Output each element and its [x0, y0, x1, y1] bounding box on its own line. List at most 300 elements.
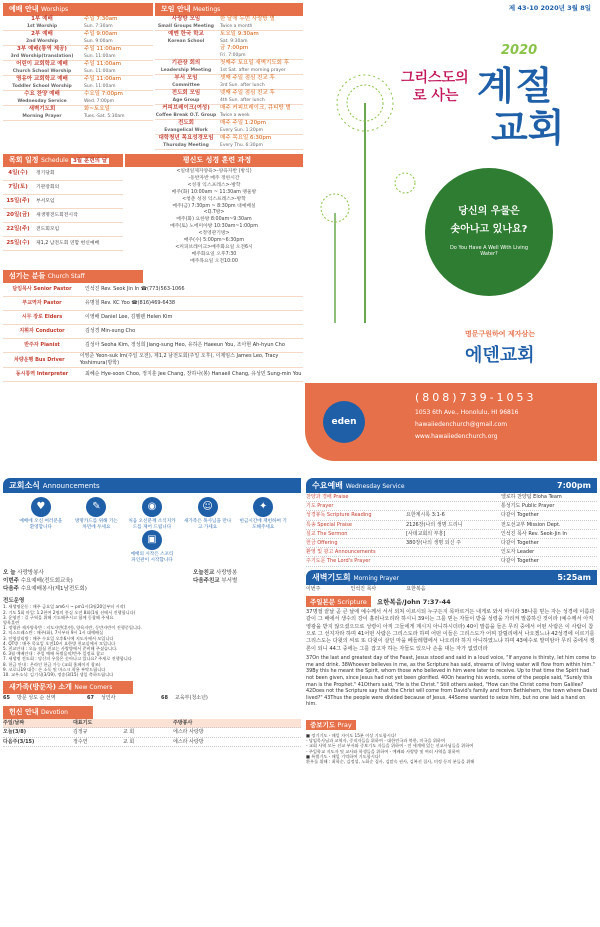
- schedule-row: [3, 181, 123, 195]
- worship-time-ko: 수요일 7:00pm: [84, 91, 123, 97]
- staff-role: 시무 장로 Elders: [21, 314, 63, 321]
- devotion-day: 오늘(3/8): [3, 729, 27, 736]
- meeting-time-ko: 첫째주 토요일 새벽기도회 후: [220, 60, 290, 66]
- wednesday-item: 특송 Special Praise: [306, 521, 352, 528]
- duty-table: [3, 569, 301, 593]
- devotion-header-cell: 대표기도: [73, 720, 93, 727]
- schedule-row: [3, 237, 123, 251]
- title-main-1: 계절: [477, 64, 555, 108]
- notice-line: 9. 코로나19 대응: 손 소독 및 마스크 착용 부탁드립니다: [3, 666, 106, 672]
- notices-heading: 전도운영: [3, 598, 25, 605]
- worship-name-ko: 2부 예배: [31, 31, 53, 37]
- newcomers-header: [3, 681, 133, 694]
- schedule-row: [3, 209, 123, 223]
- schedule-text: 부서모임: [36, 199, 55, 204]
- announcements-title: 교회소식: [9, 481, 40, 490]
- meeting-row: [155, 16, 303, 31]
- worship-name-en: 2nd Worship: [26, 39, 58, 44]
- meeting-name-ko: 대학청년 목요성경모임: [158, 135, 214, 141]
- wednesday-row: [306, 539, 597, 548]
- morning-this-week: 이번주: [306, 585, 321, 592]
- training-line: <일대일제자양육>-양육자반 (방식): [176, 169, 252, 174]
- meeting-name-ko: 예멘 한국 학교: [168, 31, 204, 37]
- meeting-name-en: Leadership Meeting: [160, 68, 212, 73]
- notice-list: [3, 604, 301, 677]
- newcomer-desc-3: 교육부(청소년): [175, 695, 208, 702]
- prayer-line: 환우를 위해 : 최학순, 김정섭, 노화순 집사, 김말숙 권사, 김복선 집사, 미정 등의 분들을 위해: [306, 759, 475, 765]
- staff-row: [3, 297, 303, 311]
- wednesday-item: 찬양과 경배 Praise: [306, 494, 349, 500]
- schedule-date: 25일(수): [6, 240, 30, 246]
- wednesday-detail: [406, 548, 501, 556]
- announcement-icon: ♥: [31, 497, 51, 517]
- meeting-time: [217, 135, 271, 149]
- devotion-kitchen: 에스라 사랑방: [173, 729, 204, 736]
- worship-time-ko: 화~토요일: [84, 106, 110, 112]
- training-line: <Q.T방>: [203, 210, 225, 216]
- meeting-row: [155, 31, 303, 60]
- announcements-title-en: Announcements: [42, 482, 100, 490]
- devotion-header-cell: 주일/날짜: [3, 720, 25, 727]
- worship-title-en: Worships: [40, 6, 69, 13]
- worship-time-ko: 주일 11:00am: [84, 76, 121, 82]
- wednesday-row: [306, 548, 597, 557]
- year-label: 2020: [501, 43, 538, 58]
- worship-name-en: Wednesday Service: [17, 99, 67, 104]
- meeting-name-ko: 전도회 모임: [171, 90, 201, 96]
- devotion-title-en: Devotion: [40, 709, 68, 717]
- meeting-name-en: Thursday Meeting: [163, 143, 209, 148]
- tagline: 명문구원하여 제자삼는: [465, 330, 536, 338]
- staff-name: 이영준 Yeon-suk Im(주일 오전), 제1,2 남전도회(주일 오후), 이제임스 James Leo, Tracy Yoshimura(방학): [79, 352, 279, 366]
- staff-title-en: Church Staff: [47, 272, 85, 280]
- meeting-time: [217, 90, 275, 104]
- meeting-name: [155, 135, 217, 149]
- wednesday-row: [306, 493, 597, 502]
- announcement-text: 방명카드를 위해 기는 차먼에 두세요: [74, 519, 118, 530]
- meeting-row: [155, 120, 303, 135]
- training-line: 매주(토) 노에미아방 10:30am~1:00pm: [170, 224, 258, 230]
- bubble-line-1: 당신의 우물은: [458, 206, 520, 217]
- schedule-title-en: Schedule: [40, 157, 69, 164]
- training-line: 매주목요일 오전10:00: [190, 258, 238, 264]
- schedule-date: 4일(수): [8, 170, 28, 176]
- meeting-time-en: 1st Sat. after morning prayer: [220, 68, 286, 73]
- meeting-name-en: Committee: [172, 83, 200, 88]
- announcement-item: [128, 497, 176, 530]
- wednesday-person: 통성기도 Public Prayer: [501, 503, 555, 510]
- schedule-date: 7일(토): [8, 184, 28, 190]
- training-line: <정영관기방>: [198, 231, 230, 237]
- prayer-title: 중보기도: [310, 721, 336, 730]
- worship-name: [3, 16, 81, 30]
- newcomer-num-3: 68: [161, 695, 168, 702]
- newcomers-section: [3, 681, 301, 703]
- schedule-header: [3, 154, 123, 167]
- devotion-prayer: 정수연: [73, 738, 88, 745]
- schedule-row: [3, 195, 123, 209]
- prayer-header: [306, 720, 356, 730]
- meeting-time-ko: 매주 목요일 6:30pm: [220, 135, 272, 141]
- worship-time-en: Wed. 7:00pm: [84, 99, 115, 104]
- meeting-name-en: Evangelical Work: [164, 128, 208, 133]
- announcement-text: 처음 오신분께 소식지카드를 제어 드립니다: [128, 519, 176, 530]
- eden-logo: eden: [323, 401, 365, 443]
- worship-name: [3, 31, 81, 45]
- staff-section: [3, 270, 303, 382]
- notice-line: 3. 운영진 : 길 구역을 위해 기도해주시고 함께 동참해 주세요: [3, 614, 114, 620]
- schedule-text: 새생명전도회전시작: [36, 213, 78, 218]
- meetings-header: [155, 3, 303, 16]
- meeting-time: [217, 105, 291, 119]
- devotion-day: 다음주(3/15): [3, 738, 35, 745]
- meeting-time-en: Every Sun. 1:20pm: [220, 128, 263, 133]
- meeting-time: [217, 60, 289, 74]
- notice-line: 1. 새생명운동 : 매주 금요일 am6시 ~ pm1시(3월20일부터 시작): [3, 604, 126, 610]
- schedule-text: 정기당회: [36, 171, 55, 176]
- wednesday-detail: [406, 502, 501, 510]
- devotion-header-cell: 주방봉사: [173, 720, 193, 727]
- meeting-time-en: Twice a week: [220, 113, 250, 118]
- training-line: 매주(화) 요한방 8:00am~9:30am: [176, 217, 252, 223]
- morning-row: [306, 585, 597, 593]
- meeting-name: [155, 75, 217, 89]
- announcement-icon: ▣: [142, 530, 162, 550]
- worship-name: [3, 106, 81, 120]
- announcement-icon: ◉: [142, 497, 162, 517]
- duty-value-thisweek: 수요예배(전도회교육): [20, 578, 73, 585]
- wednesday-person: 인석진 목사 Rev. Seok-Jin In: [501, 530, 567, 537]
- prayer-title-en: Pray: [337, 721, 352, 730]
- notice-line: 2. 익스프레스반 : 매주(화), 7시부터 9시 1시 대예배실: [3, 630, 104, 636]
- notice-line: 4. QT방 : 매주 목요일 오전10시 요한방 친교실에서 모입니다: [3, 640, 116, 646]
- devotion-place: 교 회: [123, 729, 135, 736]
- meeting-name-en: Coffee Break O.T. Group: [155, 113, 217, 118]
- worship-name-ko: 3부 예배(통역 제공): [17, 46, 67, 52]
- wednesday-detail: [406, 557, 501, 565]
- worship-row: [3, 61, 153, 76]
- prayer-line: ■ 정기기도 - 매일 자이도 15분 이상 기도합시다!: [306, 733, 397, 739]
- wednesday-row: [306, 521, 597, 530]
- worship-time: [81, 61, 121, 75]
- meeting-time-ko: 한 달에 두번 사랑방 별: [220, 16, 275, 22]
- schedule-note: 3월 훈련의 달: [72, 158, 108, 164]
- worship-name-ko: 1부 예배: [31, 16, 53, 22]
- worship-time: [81, 76, 121, 90]
- prayer-line: ■ 특별기도 - 매일 기억하여 기도합시다!: [306, 753, 381, 759]
- address: 1053 6th Ave., Honolulu, HI 96816: [415, 409, 519, 416]
- meeting-time: [217, 16, 275, 30]
- notice-line: 5. 친교안내 : 오늘 점심 친교는 사랑방에서 준비해 주셨습니다.: [3, 646, 118, 651]
- meeting-name-ko: 부서 모임: [174, 75, 198, 81]
- email[interactable]: hawaiiedenchurch@gmail.com: [415, 421, 508, 428]
- church-name: 에덴교회: [465, 345, 535, 366]
- duty-label-today: 오 늘: [3, 570, 16, 577]
- schedule-section: [3, 154, 123, 266]
- meeting-time-en: Sat. 9:30am: [220, 39, 248, 44]
- training-line: 매주(금) 7:30pm ~ 8:30pm 대예배실: [172, 203, 256, 209]
- wednesday-detail: 2126장(나의 생명 드리니: [406, 521, 463, 528]
- meeting-time-en: Every Thu. 6:30pm: [220, 143, 263, 148]
- announcement-icon: ✦: [253, 497, 273, 517]
- training-section: [125, 154, 303, 266]
- announcement-text: 새가족은 목사님을 만나고 가세요: [183, 519, 232, 530]
- staff-name: 이영배 Daniel Lee, 김헬렌 Helen Kim: [85, 313, 173, 320]
- meeting-time: [217, 120, 266, 134]
- announcements-section: [3, 478, 301, 747]
- devotion-place: 교 회: [123, 738, 135, 745]
- staff-row: [3, 325, 303, 339]
- meeting-name-en: Age Group: [172, 98, 200, 103]
- notice-line: 2. 기도 5회 마일: 1.2천여 2명의 풍실 오전 8회(1월 선에서 진행합니다): [3, 609, 136, 615]
- notice-line: 양육훈련: [3, 619, 20, 625]
- wednesday-row: [306, 502, 597, 511]
- wednesday-detail: 요한계시록 3:1-6: [406, 512, 445, 519]
- announcement-item: [184, 497, 232, 530]
- meeting-name: [155, 60, 217, 74]
- wednesday-person: 인도자 Leader: [501, 549, 535, 556]
- newcomer-desc-2: 성인사: [101, 695, 116, 702]
- wednesday-person: 다같이 Together: [501, 540, 539, 547]
- issue-label: 제 43-10 2020년 3월 8일: [508, 4, 591, 12]
- prayer-line: - 교회 사역 모든 선교 부서와 중보기도 자들을 위하여 - 전 세계에 있는 선교사님들을 위하여: [306, 743, 474, 749]
- worship-time: [81, 46, 121, 60]
- bubble-en: Do You Have A Well With Living Water?: [449, 245, 529, 257]
- meeting-name: [155, 90, 217, 104]
- worship-name-en: Morning Prayer: [22, 114, 62, 119]
- bubble-line-2: 솟아나고 있나요?: [450, 224, 528, 235]
- worship-time: [81, 16, 117, 30]
- duty-label-nextweek: 다음주: [3, 586, 19, 593]
- worship-name: [3, 46, 81, 60]
- wednesday-person: 다같이 Together: [501, 512, 539, 519]
- meeting-name-ko: 전도회: [178, 120, 194, 126]
- schedule-row: [3, 223, 123, 237]
- worship-time-en: Tues.-Sat. 5:30am: [84, 114, 125, 119]
- meeting-time-en: 3rd Sun. after lunch: [220, 83, 265, 88]
- worship-name-en: Church School Worship: [12, 69, 72, 74]
- worship-name: [3, 91, 81, 105]
- wednesday-person: 전도선교부 Mission Dept.: [501, 521, 561, 528]
- worship-name: [3, 76, 81, 90]
- training-list: [125, 167, 303, 266]
- worship-title: 예배 안내: [9, 5, 39, 13]
- scripture-english: 37On the last and greatest day of the Feast, Jesus stood and said in a loud voice, "If anyone is thirsty, let him come to me and drink. 38Whoever believes in me, as the Scripture has said, streams of living water will flow from within him." 39By this he meant the Spirit, whom those who believed in him were later to receive. Up to that time the Spirit had not been given, since Jesus had not yet been glorified. 40On hearing his words, some of the people said, "Surely this man is the Prophet." 41Others said, "He is the Christ." Still others asked, "How can the Christ come from Galilee? 42Does not the Scripture say that the Christ will come from David's family and from Bethlehem, the town where David lived?" 43Thus the people were divided because of Jesus. 44Some wanted to seize him, but no one laid a hand on him.: [306, 655, 598, 708]
- meeting-time: [217, 31, 259, 59]
- fellowship-label-today: 오늘친교: [193, 570, 215, 577]
- newcomer-row: [3, 694, 301, 703]
- scripture-header: [306, 596, 597, 607]
- devotion-prayer: 김정규: [73, 729, 88, 736]
- morning-book: 요한복음: [406, 585, 426, 592]
- meeting-row: [155, 60, 303, 75]
- schedule-row: [3, 167, 123, 181]
- worship-row: [3, 76, 153, 91]
- wednesday-detail: [406, 493, 501, 501]
- prayer-line: - 주일학교 지도자 및 교사와 학생들을 위하여 - 예배와 사랑방 및 여러 사역을 위하여: [306, 748, 460, 754]
- right-bottom: [306, 478, 597, 764]
- meeting-time-extra-en: Fri. 7:00pm: [220, 53, 246, 58]
- announcement-text: 헌금시간에 재헌하여 기도해주세요: [239, 519, 287, 530]
- worship-name-en: Toddler School Worship: [12, 84, 72, 89]
- meeting-row: [155, 135, 303, 150]
- worship-name-ko: 수요 찬양 예배: [24, 91, 60, 97]
- staff-row: [3, 339, 303, 353]
- training-line: 매주화요일 오후7:30: [191, 251, 237, 257]
- devotion-header: [3, 706, 93, 719]
- staff-role: 차량운행 Bus Driver: [14, 356, 65, 363]
- schedule-date: 22일(주): [6, 226, 30, 232]
- wednesday-detail: [사데교회의 부흥]: [406, 530, 446, 537]
- worship-time-ko: 주일 11:00am: [84, 46, 121, 52]
- prayer-section: [306, 712, 597, 764]
- morning-leader: 인석진 목사: [350, 585, 377, 592]
- scripture-label-ko: 주일본문: [310, 597, 336, 606]
- announcement-icon: ☺: [198, 497, 218, 517]
- worship-time-en: Sun. 11:00am: [84, 69, 116, 74]
- well-bubble: [425, 168, 553, 296]
- wednesday-row: [306, 557, 597, 566]
- staff-role: 지휘자 Conductor: [19, 328, 65, 335]
- newcomer-num-2: 67: [87, 695, 94, 702]
- wednesday-item: 헌금 Offering: [306, 540, 338, 547]
- meeting-time-extra: 금 7:00pm: [220, 45, 249, 51]
- training-line: <커피브레이크>매주화요일 오전6시: [175, 244, 253, 250]
- scripture-label-en: Scripture: [337, 597, 367, 606]
- staff-row: [3, 353, 303, 368]
- meeting-name-en: Small Groups Meeting: [158, 24, 214, 29]
- staff-list: [3, 283, 303, 382]
- devotion-kitchen: 에스라 사랑방: [173, 738, 204, 745]
- devotion-row: [3, 728, 301, 737]
- worship-name-ko: 새벽기도회: [28, 106, 56, 112]
- staff-name: 김성경 Min-sung Cho: [85, 327, 136, 334]
- meetings-section: [155, 3, 303, 150]
- contact-bar: [305, 383, 597, 461]
- morning-title: 새벽기도회: [312, 572, 351, 582]
- worship-header: [3, 3, 153, 16]
- wednesday-person: 다같이 Together: [501, 558, 539, 565]
- meeting-name: [155, 105, 217, 119]
- newcomer-num-1: 65: [3, 695, 10, 702]
- worship-time: [81, 91, 123, 105]
- staff-name: 유명철 Rev. KC Yoo ☎(816)469-6438: [85, 299, 176, 306]
- devotion-section: [3, 706, 301, 747]
- meeting-time-ko: 넷째 주일 점심 친교 후: [220, 90, 275, 96]
- announcements-header: [3, 478, 301, 493]
- cover: [305, 3, 597, 473]
- meeting-time-ko: 토요일 9:30am: [220, 31, 259, 37]
- worship-section: [3, 3, 153, 150]
- announcement-item: [239, 497, 287, 530]
- notice-line: 7. 새생명 전도회 : 당신의 우물은 솟아나고 있나요? 주제로 진행합니다: [3, 656, 132, 662]
- meeting-name: [155, 16, 217, 30]
- training-line: 매주(수) 5:00pm~6:30pm: [183, 238, 245, 244]
- worship-name-ko: 어린이 교회학교 예배: [16, 61, 68, 67]
- meeting-time-ko: 매주 커피브레이크, 큐티방 별: [220, 105, 291, 111]
- worship-row: [3, 106, 153, 121]
- schedule-title: 목회 일정: [9, 156, 39, 164]
- morning-title-en: Morning Prayer: [353, 574, 399, 582]
- wednesday-item: 환영 및 광고 Announcements: [306, 549, 376, 556]
- phone: (808)739-1053: [415, 391, 537, 404]
- meeting-time: [217, 75, 275, 89]
- wednesday-time: 7:00pm: [557, 481, 591, 490]
- devotion-table: [3, 719, 301, 747]
- meeting-time-en: 4th Sun. after lunch: [220, 98, 265, 103]
- staff-role: 담임목사 Senior Pastor: [12, 286, 72, 293]
- staff-title: 섬기는 분들: [9, 271, 46, 280]
- meeting-row: [155, 75, 303, 90]
- training-title: 평신도 성경 훈련 과정: [125, 154, 303, 167]
- training-line: <성경 익스프레스>-방학: [187, 182, 241, 188]
- staff-row: [3, 283, 303, 297]
- fellowship-label-next: 다음주친교: [193, 578, 220, 585]
- title-sub: 로 사는: [413, 88, 459, 104]
- wednesday-item: 주기도문 The Lord's Prayer: [306, 558, 371, 565]
- wednesday-person: 엘로하 찬양팀 Eloha Team: [501, 494, 562, 500]
- meetings-title: 모임 안내: [161, 5, 191, 13]
- wednesday-item: 성경봉독 Scripture Reading: [306, 512, 372, 519]
- schedule-date: 20일(금): [6, 212, 30, 218]
- announcement-item: [128, 530, 176, 563]
- notice-line: 8. 헌금 안내 : 온라인 헌금 가능 (교회 홈페이지 참조): [3, 661, 101, 667]
- training-line: <청춘 성경 익스프레스>-방학: [182, 196, 246, 202]
- worship-name: [3, 61, 81, 75]
- worship-row: [3, 91, 153, 106]
- notice-line: 10. 교우소식: 김기식(3/19), 정송(3/15) 생일 축하드립니다: [3, 672, 114, 678]
- meeting-time-ko: 셋째 주일 점심 친교 후: [220, 75, 275, 81]
- schedule-text: 기관장회의: [36, 185, 60, 190]
- prayer-list: [306, 733, 597, 764]
- meeting-name: [155, 120, 217, 134]
- morning-time: 5:25am: [557, 572, 591, 582]
- staff-name: 최혜순 Hye-soon Choo, 정지훈 Jee Chang, 장하나(봉) Hanaeil Chang, 유성민 Sung-min You: [85, 370, 302, 377]
- staff-role: 부교역자 Pastor: [22, 300, 62, 307]
- staff-role: 동시통역 Interpreter: [15, 371, 69, 378]
- meetings-title-en: Meetings: [192, 6, 221, 13]
- wednesday-row: [306, 511, 597, 520]
- newcomers-title: 새가족(방문자) 소개: [9, 683, 72, 692]
- worship-row: [3, 16, 153, 31]
- meeting-name-ko: 사랑방 모임: [171, 16, 201, 22]
- title-main-2: 교회: [491, 106, 565, 150]
- wednesday-detail: 380장(나의 생명 되신 주: [406, 540, 461, 547]
- meeting-name-ko: 커피브레이크(여성): [162, 105, 210, 111]
- morning-header: [306, 570, 597, 585]
- newcomer-desc-1: 방문 성도 순 선역: [17, 695, 56, 702]
- worship-name-en: 3rd Worship(translation): [10, 54, 74, 59]
- wednesday-item: 설교 The Sermon: [306, 530, 348, 537]
- announcement-text: 예배에 오신 여러분을 환영합니다: [19, 519, 63, 530]
- website[interactable]: www.hawaiiedenchurch.org: [415, 433, 498, 440]
- meeting-name-en: Korean School: [167, 39, 205, 44]
- left-column: [3, 3, 303, 382]
- wednesday-table: [306, 493, 597, 567]
- wednesday-item: 기도 Prayer: [306, 503, 334, 510]
- announcement-text: 예배의 시작은 스포티 파인관이 시작합니다: [130, 552, 174, 563]
- meeting-row: [155, 90, 303, 105]
- scripture-reference: 요한복음/John 7:37-44: [376, 597, 451, 606]
- duty-value-today: 사랑방봉사: [17, 570, 44, 577]
- worship-name-ko: 영유아 교회학교 예배: [16, 76, 68, 82]
- worship-list: [3, 16, 153, 121]
- announcement-icons: [3, 493, 301, 567]
- fellowship-value-next: 부서별: [221, 578, 238, 585]
- worship-time-en: Sun. 11:00am: [84, 84, 116, 89]
- staff-name: 인석진 Rev. Seok Jin In ☎(773)563-1066: [85, 285, 185, 292]
- staff-row: [3, 368, 303, 382]
